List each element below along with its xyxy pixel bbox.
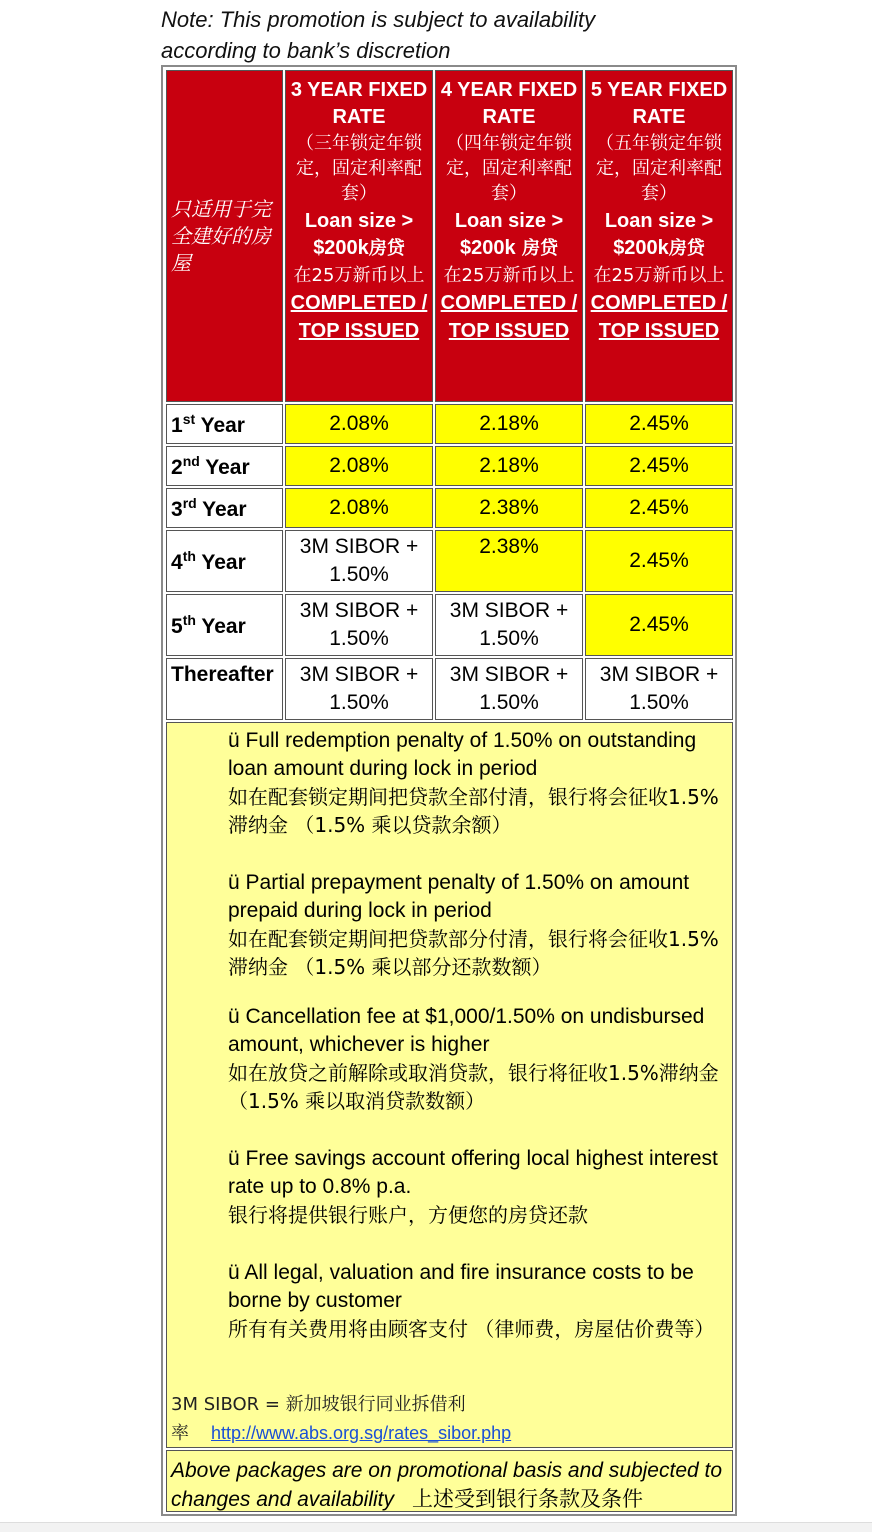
rate-cell: 2.38% <box>435 530 583 592</box>
footer-disclaimer <box>166 1450 733 1512</box>
col-loan-cn: 在25万新币以上 <box>443 265 575 286</box>
col-status: COMPLETED / TOP ISSUED <box>440 292 578 342</box>
row-num: 4 <box>171 550 183 574</box>
row-label-text <box>171 548 246 575</box>
col-title-cn: （三年锁定年锁定，固定利率配套） <box>296 133 422 204</box>
sibor-link[interactable]: http://www.abs.org.sg/rates_sibor.php <box>211 1423 512 1443</box>
rate-cell: 2.45% <box>585 488 733 528</box>
row-suffix: rd <box>182 494 197 511</box>
rate-cell: 3M SIBOR + 1.50% <box>285 530 433 592</box>
col-loan-cn: 在25万新币以上 <box>593 265 725 286</box>
row-suffix: th <box>182 547 196 564</box>
col-status: COMPLETED / TOP ISSUED <box>590 292 728 342</box>
row-word: Year <box>196 497 247 521</box>
row-label-text <box>171 411 245 438</box>
term-en: ü All legal, valuation and fire insurance costs to be borne by customer <box>228 1261 694 1312</box>
col-loan-cn-inline: 房贷 <box>368 238 405 259</box>
row-label-thereafter: Thereafter <box>166 658 283 720</box>
row-suffix: st <box>182 410 196 427</box>
row-suffix: th <box>182 611 196 628</box>
rate-cell: 2.45% <box>585 404 733 444</box>
row-label-text <box>171 612 246 639</box>
sibor-label-2: 率 <box>171 1423 189 1444</box>
col-title-cn: （五年锁定年锁定，固定利率配套） <box>596 133 722 204</box>
footer-en: Above packages are on promotional basis and subjected to changes and availability <box>171 1459 723 1511</box>
col-loan-cn: 在25万新币以上 <box>293 265 425 286</box>
row-word: Year <box>195 614 246 638</box>
term-cn: 银行将提供银行账户，方便您的房贷还款 <box>228 1203 588 1227</box>
term-en: ü Full redemption penalty of 1.50% on outstanding loan amount during lock in period <box>228 729 697 780</box>
note-line-2: according to bank’s discretion <box>161 38 451 63</box>
header-side-label <box>166 70 283 402</box>
col-loan-cn-inline: 房贷 <box>668 238 705 259</box>
rate-cell: 2.45% <box>585 594 733 656</box>
row-num: 1 <box>171 413 183 437</box>
rate-cell: 2.18% <box>435 404 583 444</box>
rate-cell: 2.08% <box>285 404 433 444</box>
rate-cell: 3M SIBOR + 1.50% <box>285 594 433 656</box>
col-loan <box>286 208 432 262</box>
term-cn: 如在放贷之前解除或取消贷款，银行将征收1.5%滞纳金 （1.5% 乘以取消贷款数额） <box>228 1061 719 1113</box>
rate-cell: 2.08% <box>285 488 433 528</box>
row-word: Year <box>195 413 245 437</box>
term-cn: 如在配套锁定期间把贷款部分付清，银行将会征收1.5% 滞纳金 （1.5% 乘以部分还款数额） <box>228 927 719 979</box>
rate-cell: 3M SIBOR + 1.50% <box>585 658 733 720</box>
rate-cell: 3M SIBOR + 1.50% <box>435 658 583 720</box>
col-loan-en: Loan size > $200k <box>454 210 564 259</box>
row-num: 3 <box>171 497 183 521</box>
row-word: Year <box>195 550 246 574</box>
term-cn: 所有有关费用将由顾客支付 （律师费，房屋估价费等） <box>228 1317 715 1341</box>
rate-cell: 2.38% <box>435 488 583 528</box>
row-num: 2 <box>171 455 183 479</box>
col-title: 3 YEAR FIXED RATE <box>290 79 428 128</box>
term-en: ü Partial prepayment penalty of 1.50% on amount prepaid during lock in period <box>228 871 690 922</box>
sibor-line-2 <box>171 1419 511 1448</box>
row-label-year-1 <box>166 404 283 444</box>
row-label-year-4 <box>166 530 283 592</box>
col-loan-en: Loan size > $200k <box>604 210 714 259</box>
col-title-cn: （四年锁定年锁定，固定利率配套） <box>446 133 572 204</box>
rate-cell: 3M SIBOR + 1.50% <box>435 594 583 656</box>
header-col-5yr <box>585 70 733 402</box>
row-word: Year <box>199 455 250 479</box>
term-item <box>228 1259 736 1343</box>
col-loan <box>586 208 732 262</box>
col-title: 5 YEAR FIXED RATE <box>590 79 728 128</box>
row-label-year-3 <box>166 488 283 528</box>
term-item <box>228 869 736 981</box>
sibor-label: 3M SIBOR = 新加坡银行同业拆借利 <box>171 1394 466 1415</box>
sibor-definition <box>171 1391 511 1448</box>
col-loan-en: Loan size > $200k <box>304 210 414 259</box>
col-title: 4 YEAR FIXED RATE <box>440 79 578 128</box>
term-en: ü Cancellation fee at $1,000/1.50% on undisbursed amount, whichever is higher <box>228 1005 705 1056</box>
term-cn: 如在配套锁定期间把贷款全部付清，银行将会征收1.5% 滞纳金 （1.5% 乘以贷款余额） <box>228 785 719 837</box>
note-line-1: Note: This promotion is subject to availability <box>161 7 596 32</box>
col-loan <box>436 208 582 262</box>
header-col-4yr <box>435 70 583 402</box>
row-label-text <box>171 495 247 522</box>
term-en: ü Free savings account offering local highest interest rate up to 0.8% p.a. <box>228 1147 718 1198</box>
rate-cell: 2.08% <box>285 446 433 486</box>
term-item <box>228 1003 736 1115</box>
term-item <box>228 727 736 839</box>
row-num: 5 <box>171 614 183 638</box>
row-label-text <box>171 453 250 480</box>
term-item <box>228 1145 736 1229</box>
terms-panel <box>166 722 733 1448</box>
header-side-text: 只适用于完全建好的房屋 <box>171 196 271 275</box>
rate-cell: 2.45% <box>585 530 733 592</box>
col-loan-cn-inline: 房贷 <box>515 238 558 259</box>
row-suffix: nd <box>182 452 200 469</box>
rate-cell: 3M SIBOR + 1.50% <box>285 658 433 720</box>
col-status: COMPLETED / TOP ISSUED <box>290 292 428 342</box>
row-label-year-5 <box>166 594 283 656</box>
header-col-3yr <box>285 70 433 402</box>
rate-cell: 2.45% <box>585 446 733 486</box>
row-label-year-2 <box>166 446 283 486</box>
rate-cell: 2.18% <box>435 446 583 486</box>
rates-table <box>161 65 737 1516</box>
promotion-note <box>161 4 721 66</box>
footer-cn: 上述受到银行条款及条件 <box>411 1487 643 1511</box>
